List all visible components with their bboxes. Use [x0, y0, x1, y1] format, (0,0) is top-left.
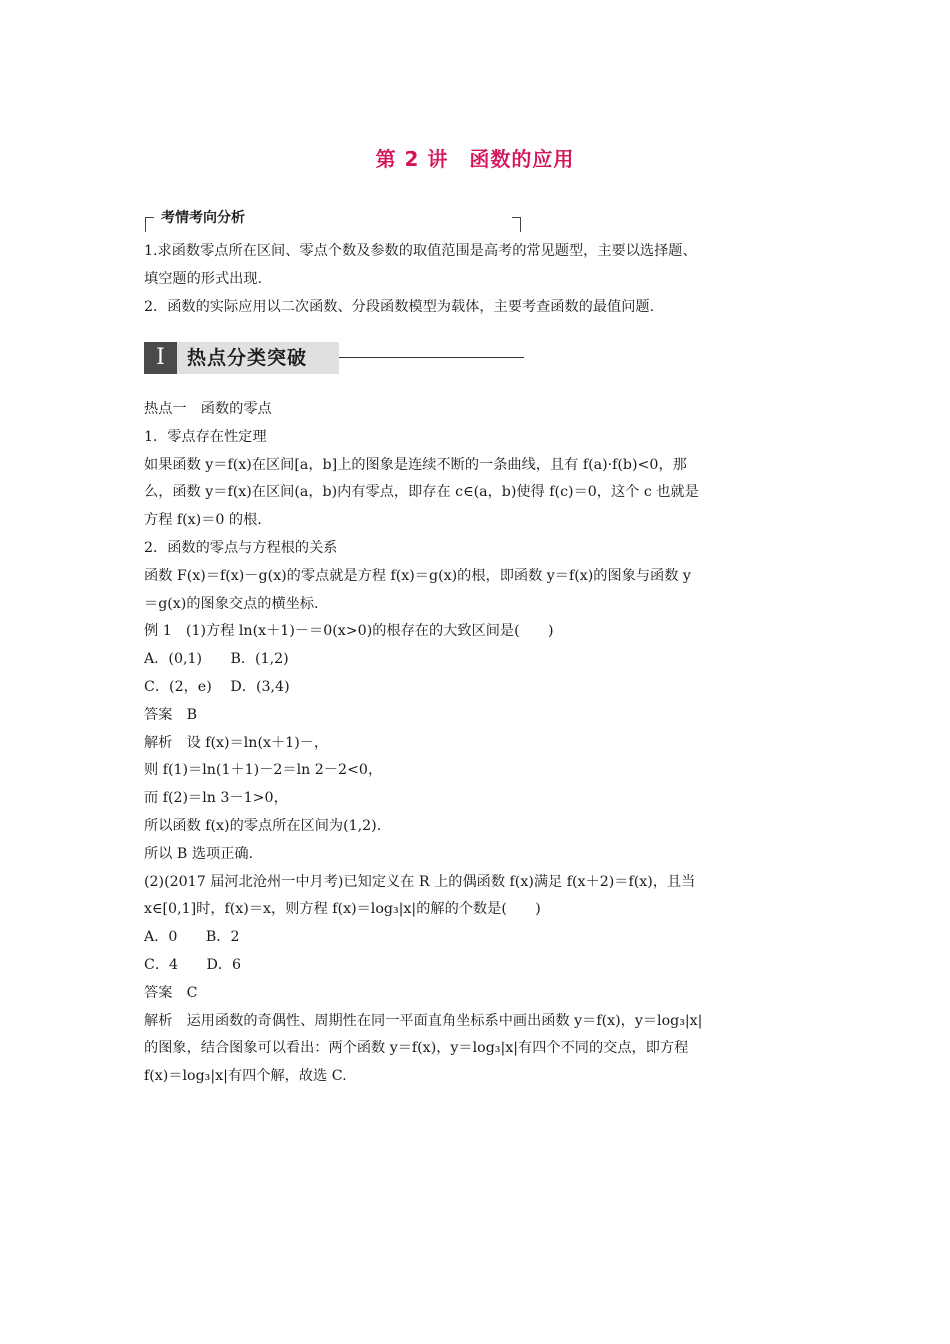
analysis-heading-box [145, 208, 521, 232]
text-line: C．(2，e) D．(3,4) [144, 678, 290, 695]
text-line: A．(0,1) B．(1,2) [144, 651, 289, 668]
page-title: 第 2 讲 函数的应用 [375, 147, 575, 171]
text-line: 2．函数的零点与方程根的关系 [144, 539, 338, 556]
analysis-line: 2．函数的实际应用以二次函数、分段函数模型为载体，主要考查函数的最值问题. [144, 298, 655, 315]
text-line: 答案 B [144, 706, 197, 723]
text-line: ＝g(x)的图象交点的横坐标. [144, 595, 319, 612]
text-line: A．0 B．2 [144, 929, 240, 946]
text-line: 例 1 (1)方程 ln(x＋1)－＝0(x>0)的根存在的大致区间是( ) [144, 623, 554, 640]
text-line: x∈[0,1]时，f(x)＝x，则方程 f(x)＝log₃|x|的解的个数是( ) [144, 901, 541, 918]
text-line: f(x)＝log₃|x|有四个解，故选 C. [144, 1068, 347, 1085]
text-line: 如果函数 y＝f(x)在区间[a，b]上的图象是连续不断的一条曲线，且有 f(a)·f(b)<0，那 [144, 456, 687, 473]
text-line: C．4 D．6 [144, 956, 242, 973]
bracket-left [145, 217, 154, 232]
analysis-line: 1.求函数零点所在区间、零点个数及参数的取值范围是高考的常见题型，主要以选择题、 [144, 243, 697, 259]
text-line: 则 f(1)＝ln(1＋1)－2＝ln 2－2<0， [144, 762, 383, 779]
section-header [144, 342, 524, 374]
bracket-right [512, 217, 521, 232]
text-line: 解析 运用函数的奇偶性、周期性在同一平面直角坐标系中画出函数 y＝f(x)，y＝log₃|x| [144, 1012, 703, 1029]
analysis-heading: 考情考向分析 [159, 208, 251, 228]
section-numeral: I [144, 342, 177, 374]
text-line: 所以 B 选项正确. [144, 845, 254, 862]
text-line: 1．零点存在性定理 [144, 428, 267, 445]
text-line: 方程 f(x)＝0 的根. [144, 512, 262, 529]
section-label: 热点分类突破 [177, 342, 339, 374]
text-line: 而 f(2)＝ln 3－1>0， [144, 790, 288, 807]
text-line: 所以函数 f(x)的零点所在区间为(1,2). [144, 817, 382, 834]
text-line: (2)(2017 届河北沧州一中月考)已知定义在 R 上的偶函数 f(x)满足 f(x＋2)＝f(x)，且当 [144, 873, 696, 890]
analysis-text [144, 238, 814, 321]
text-line: 么，函数 y＝f(x)在区间(a，b)内有零点，即存在 c∈(a，b)使得 f(c)＝0，这个 c 也就是 [144, 484, 699, 501]
text-line: 的图象，结合图象可以看出：两个函数 y＝f(x)，y＝log₃|x|有四个不同的交点，即方程 [144, 1040, 689, 1057]
analysis-line: 填空题的形式出现. [144, 270, 263, 287]
body-text [144, 396, 814, 1091]
text-line: 解析 设 f(x)＝ln(x＋1)－， [144, 734, 329, 751]
text-line: 热点一 函数的零点 [144, 401, 272, 417]
text-line: 答案 C [144, 984, 198, 1001]
section-rule [339, 357, 524, 358]
text-line: 函数 F(x)＝f(x)－g(x)的零点就是方程 f(x)＝g(x)的根，即函数 y＝f(x)的图象与函数 y [144, 567, 691, 584]
